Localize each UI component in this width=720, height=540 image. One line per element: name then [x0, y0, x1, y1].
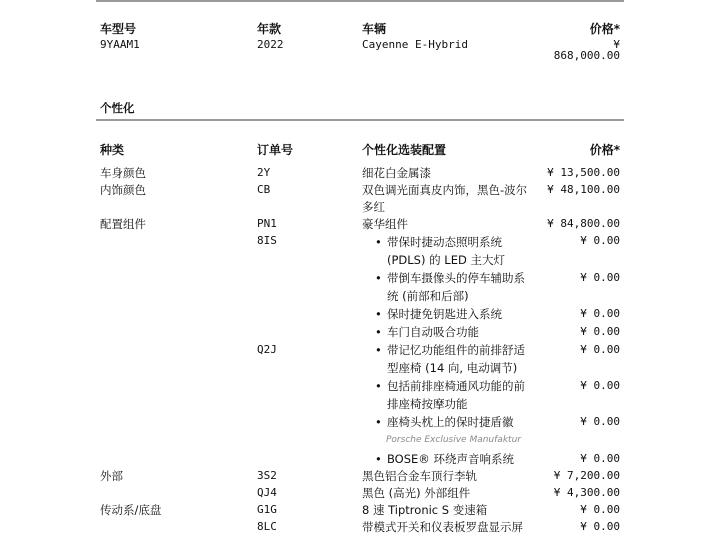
category-body-color: 车身颜色 — [100, 166, 146, 180]
col-header-category: 种类 — [100, 143, 125, 157]
section-title-personalization: 个性化 — [100, 101, 135, 115]
config-desc: 保时捷免钥匙进入系统 — [387, 307, 502, 321]
config-desc-line1: 双色调光面真皮内饰，黑色-波尔 — [362, 183, 528, 197]
header-year: 年款 — [257, 22, 282, 36]
bullet-icon: • — [375, 235, 382, 249]
option-price: ¥ 0.00 — [580, 307, 620, 320]
bullet-icon: • — [375, 343, 382, 357]
order-code: QJ4 — [257, 486, 277, 499]
vehicle-price-value: 868,000.00 — [553, 49, 620, 62]
config-desc: 黑色铝合金车顶行李轨 — [362, 469, 477, 483]
option-price: ¥ 0.00 — [580, 343, 620, 356]
config-desc-line2: 多红 — [362, 200, 385, 214]
config-desc-line2: 排座椅按摩功能 — [387, 397, 468, 411]
option-price: ¥ 0.00 — [580, 325, 620, 338]
config-desc-line1: 带记忆功能组件的前排舒适 — [387, 343, 525, 357]
col-header-config: 个性化选装配置 — [362, 143, 447, 157]
config-desc-line1: 带倒车摄像头的停车辅助系 — [387, 271, 525, 285]
config-desc-line1: 包括前排座椅通风功能的前 — [387, 379, 525, 393]
config-desc-line2: 统 (前部和后部) — [387, 289, 469, 303]
bullet-icon: • — [375, 307, 382, 321]
col-header-order-no: 订单号 — [257, 143, 294, 157]
currency-symbol: ¥ — [613, 38, 620, 51]
config-desc: 细花白金属漆 — [362, 166, 431, 180]
section-divider — [96, 119, 624, 121]
option-price: ¥ 0.00 — [580, 271, 620, 284]
config-desc: 座椅头枕上的保时捷盾徽 — [387, 415, 514, 429]
category-drivetrain: 传动系/底盘 — [100, 503, 162, 517]
top-divider — [96, 0, 624, 2]
bullet-icon: • — [375, 415, 382, 429]
header-model-no: 车型号 — [100, 22, 137, 36]
order-code: G1G — [257, 503, 277, 516]
header-vehicle: 车辆 — [362, 22, 387, 36]
option-price: ¥ 4,300.00 — [553, 486, 620, 499]
category-interior-color: 内饰颜色 — [100, 183, 146, 197]
config-desc: 带模式开关和仪表板罗盘显示屏 — [362, 520, 523, 534]
order-code: 8IS — [257, 234, 277, 247]
config-desc-line2: (PDLS) 的 LED 主大灯 — [387, 253, 505, 267]
order-code: CB — [257, 183, 271, 196]
option-price: ¥ 7,200.00 — [553, 469, 620, 482]
category-packages: 配置组件 — [100, 217, 146, 231]
header-price: 价格* — [589, 22, 620, 36]
order-code: Q2J — [257, 343, 277, 356]
config-desc: 8 速 Tiptronic S 变速箱 — [362, 503, 488, 517]
order-code: 8LC — [257, 520, 277, 533]
config-desc-line2: 型座椅 (14 向, 电动调节) — [387, 361, 518, 375]
option-price: ¥ 84,800.00 — [547, 217, 620, 230]
option-price: ¥ 0.00 — [580, 379, 620, 392]
category-exterior: 外部 — [100, 469, 123, 483]
porsche-exclusive-note: Porsche Exclusive Manufaktur — [386, 435, 521, 445]
bullet-icon: • — [375, 452, 382, 466]
option-price: ¥ 0.00 — [580, 520, 620, 533]
option-price: ¥ 13,500.00 — [547, 166, 620, 179]
option-price: ¥ 48,100.00 — [547, 183, 620, 196]
config-desc: 豪华组件 — [362, 217, 408, 231]
config-desc: 黑色 (高光) 外部组件 — [362, 486, 471, 500]
bullet-icon: • — [375, 379, 382, 393]
model-no-value: 9YAAM1 — [100, 38, 140, 51]
col-header-price: 价格* — [589, 143, 620, 157]
bullet-icon: • — [375, 271, 382, 285]
config-desc-line1: 带保时捷动态照明系统 — [387, 235, 502, 249]
order-code: 3S2 — [257, 469, 277, 482]
option-price: ¥ 0.00 — [580, 503, 620, 516]
bullet-icon: • — [375, 325, 382, 339]
order-code: 2Y — [257, 166, 271, 179]
option-price: ¥ 0.00 — [580, 452, 620, 465]
order-code: PN1 — [257, 217, 277, 230]
vehicle-value: Cayenne E-Hybrid — [362, 38, 468, 51]
option-price: ¥ 0.00 — [580, 234, 620, 247]
year-value: 2022 — [257, 38, 284, 51]
config-desc: 车门自动吸合功能 — [387, 325, 479, 339]
option-price: ¥ 0.00 — [580, 415, 620, 428]
config-desc: BOSE® 环绕声音响系统 — [387, 452, 514, 466]
